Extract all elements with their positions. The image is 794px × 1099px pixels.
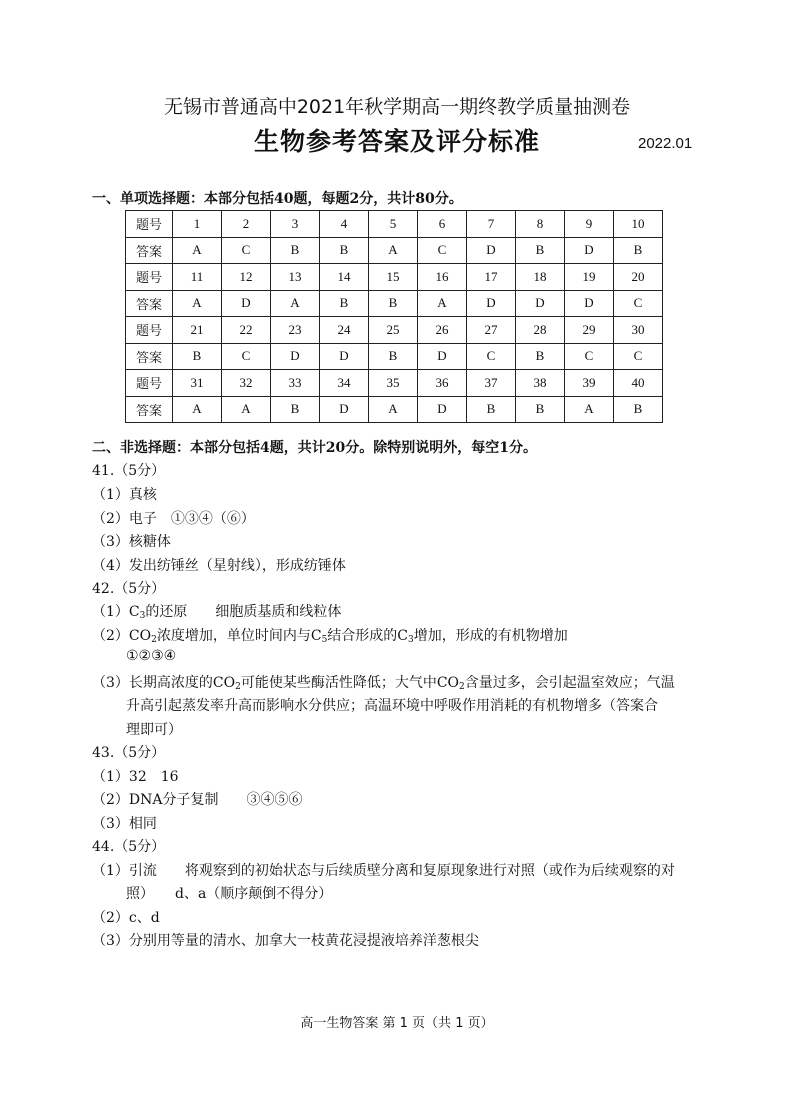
q42-answer-3-cont-2: 理即可） — [126, 722, 182, 738]
question-row-label: 题号 — [126, 317, 173, 344]
answer-row — [126, 343, 663, 370]
answer-cell: D — [320, 396, 369, 423]
q43-title: 43.（5分） — [92, 745, 166, 761]
answer-row — [126, 396, 663, 423]
answer-row-label: 答案 — [126, 343, 173, 370]
answer-cell: A — [369, 237, 418, 264]
question-row — [126, 370, 663, 397]
section-2-heading: 二、非选择题：本部分包括4题，共计20分。除特别说明外，每空1分。 — [92, 440, 537, 456]
question-number-cell: 7 — [467, 211, 516, 238]
answer-cell: C — [222, 343, 271, 370]
q41-answer-3: （3）核糖体 — [92, 534, 171, 550]
q41-answer-1: （1）真核 — [92, 487, 157, 503]
answer-cell: B — [516, 343, 565, 370]
question-number-cell: 1 — [173, 211, 222, 238]
answer-cell: B — [271, 237, 320, 264]
answer-cell: C — [418, 237, 467, 264]
q42-answer-1: $(1)C_3$的还原 细胞质基质和线粒体 — [92, 604, 342, 621]
question-number-cell: 27 — [467, 317, 516, 344]
question-number-cell: 8 — [516, 211, 565, 238]
q42-answer-2: $(2)CO_2$浓度增加，单位时间内与$C_5$结合形成的$C_3$增加，形成的有机物增加 — [92, 628, 568, 645]
answer-row-label: 答案 — [126, 237, 173, 264]
question-number-cell: 14 — [320, 264, 369, 291]
q43-answer-1: （1）32 16 — [92, 769, 179, 785]
question-row-label: 题号 — [126, 211, 173, 238]
answer-cell: A — [222, 396, 271, 423]
question-number-cell: 21 — [173, 317, 222, 344]
q41-answer-4: （4）发出纺锤丝（星射线），形成纺锤体 — [92, 558, 346, 574]
question-row-label: 题号 — [126, 264, 173, 291]
answer-cell: B — [467, 396, 516, 423]
answer-cell: D — [222, 290, 271, 317]
question-number-cell: 12 — [222, 264, 271, 291]
answer-cell: B — [516, 237, 565, 264]
answer-cell: B — [614, 396, 663, 423]
answer-cell: A — [173, 290, 222, 317]
answer-cell: D — [565, 237, 614, 264]
document-date: 2022.01 — [638, 135, 693, 152]
question-number-cell: 3 — [271, 211, 320, 238]
answer-table — [125, 210, 663, 423]
question-number-cell: 10 — [614, 211, 663, 238]
q44-answer-2: （2）c、d — [92, 910, 160, 926]
q41-title: 41.（5分） — [92, 463, 166, 479]
q42-answer-2-cont: ①②③④ — [126, 648, 177, 664]
answer-cell: A — [271, 290, 320, 317]
answer-cell: D — [271, 343, 320, 370]
answer-cell: C — [614, 343, 663, 370]
question-number-cell: 30 — [614, 317, 663, 344]
answer-cell: D — [565, 290, 614, 317]
question-number-cell: 26 — [418, 317, 467, 344]
q44-answer-1-cont: 照） d、a（顺序颠倒不得分） — [126, 886, 333, 902]
question-row — [126, 317, 663, 344]
question-number-cell: 22 — [222, 317, 271, 344]
question-number-cell: 33 — [271, 370, 320, 397]
question-number-cell: 24 — [320, 317, 369, 344]
question-number-cell: 18 — [516, 264, 565, 291]
q41-answer-2: （2）电子 ①③④（⑥） — [92, 511, 255, 527]
question-number-cell: 20 — [614, 264, 663, 291]
question-number-cell: 2 — [222, 211, 271, 238]
answer-cell: C — [614, 290, 663, 317]
answer-cell: A — [369, 396, 418, 423]
answer-cell: D — [516, 290, 565, 317]
q44-answer-1: （1）引流 将观察到的初始状态与后续质壁分离和复原现象进行对照（或作为后续观察的对 — [92, 863, 675, 879]
question-number-cell: 19 — [565, 264, 614, 291]
question-number-cell: 23 — [271, 317, 320, 344]
question-number-cell: 34 — [320, 370, 369, 397]
q42-title: 42.（5分） — [92, 581, 166, 597]
question-number-cell: 6 — [418, 211, 467, 238]
answer-cell: B — [320, 237, 369, 264]
answer-cell: C — [467, 343, 516, 370]
q44-answer-3: （3）分别用等量的清水、加拿大一枝黄花浸提液培养洋葱根尖 — [92, 933, 479, 949]
answer-row — [126, 290, 663, 317]
question-number-cell: 39 — [565, 370, 614, 397]
answer-cell: B — [369, 290, 418, 317]
question-number-cell: 38 — [516, 370, 565, 397]
question-number-cell: 31 — [173, 370, 222, 397]
question-number-cell: 28 — [516, 317, 565, 344]
answer-row — [126, 237, 663, 264]
answer-cell: D — [320, 343, 369, 370]
document-title: 生物参考答案及评分标准 — [253, 127, 540, 156]
question-number-cell: 37 — [467, 370, 516, 397]
exam-title: 无锡市普通高中2021年秋学期高一期终教学质量抽测卷 — [163, 96, 631, 118]
question-number-cell: 36 — [418, 370, 467, 397]
question-row-label: 题号 — [126, 370, 173, 397]
question-number-cell: 32 — [222, 370, 271, 397]
answer-cell: C — [222, 237, 271, 264]
answer-cell: D — [418, 396, 467, 423]
question-row — [126, 211, 663, 238]
answer-cell: A — [173, 237, 222, 264]
answer-cell: B — [320, 290, 369, 317]
page-footer: 高一生物答案 第 1 页（共 1 页） — [300, 1016, 494, 1031]
question-number-cell: 16 — [418, 264, 467, 291]
question-number-cell: 9 — [565, 211, 614, 238]
q44-title: 44.（5分） — [92, 839, 166, 855]
answer-cell: B — [271, 396, 320, 423]
answer-row-label: 答案 — [126, 290, 173, 317]
answer-row-label: 答案 — [126, 396, 173, 423]
question-number-cell: 17 — [467, 264, 516, 291]
answer-cell: B — [173, 343, 222, 370]
question-number-cell: 35 — [369, 370, 418, 397]
q42-answer-3: （3）长期高浓度的$CO_2$可能使某些酶活性降低；大气中$CO_2$含量过多，会引起温室效应；气温 — [92, 675, 675, 692]
question-number-cell: 40 — [614, 370, 663, 397]
q43-answer-3: （3）相同 — [92, 816, 157, 832]
answer-cell: B — [369, 343, 418, 370]
answer-cell: A — [565, 396, 614, 423]
section-1-heading: 一、单项选择题：本部分包括40题，每题2分，共计80分。 — [92, 191, 463, 207]
question-row — [126, 264, 663, 291]
answer-cell: C — [565, 343, 614, 370]
question-number-cell: 4 — [320, 211, 369, 238]
answer-cell: D — [418, 343, 467, 370]
answer-cell: D — [467, 290, 516, 317]
q43-answer-2: （2）DNA分子复制 ③④⑤⑥ — [92, 792, 303, 808]
answer-cell: A — [173, 396, 222, 423]
q42-answer-3-cont-1: 升高引起蒸发率升高而影响水分供应；高温环境中呼吸作用消耗的有机物增多（答案合 — [126, 698, 658, 714]
answer-cell: B — [614, 237, 663, 264]
answer-cell: B — [516, 396, 565, 423]
question-number-cell: 29 — [565, 317, 614, 344]
question-number-cell: 11 — [173, 264, 222, 291]
question-number-cell: 25 — [369, 317, 418, 344]
question-number-cell: 13 — [271, 264, 320, 291]
question-number-cell: 5 — [369, 211, 418, 238]
question-number-cell: 15 — [369, 264, 418, 291]
answer-cell: D — [467, 237, 516, 264]
answer-cell: A — [418, 290, 467, 317]
